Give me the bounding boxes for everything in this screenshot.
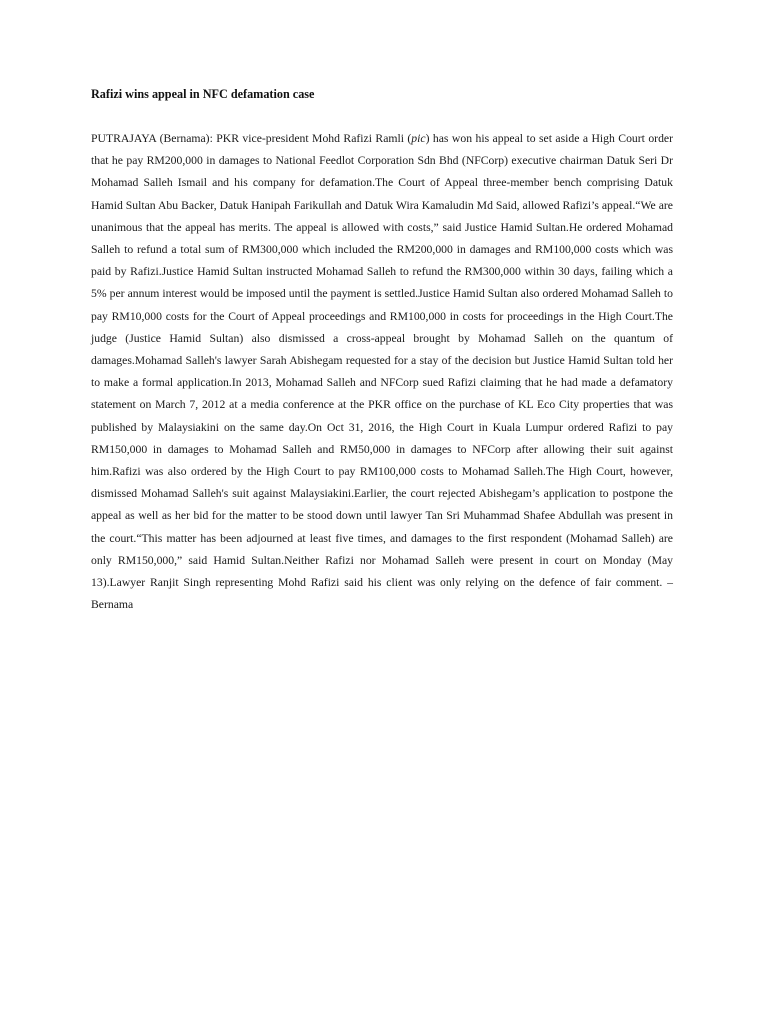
article-body-lead: PUTRAJAYA (Bernama): PKR vice-president Mohd Rafizi Ramli ( (91, 132, 412, 145)
article-body (91, 128, 673, 616)
article-headline: Rafizi wins appeal in NFC defamation case (91, 87, 315, 101)
article-body-main: ) has won his appeal to set aside a High Court order that he pay RM200,000 in damages to National Feedlot Corporation Sdn Bhd (NFCorp) executive chairman Datuk Seri Dr Mohamad Salleh Ismail and his company for defamation.The Court of Appeal three-member bench comprising Datuk Hamid Sultan Abu Backer, Datuk Hanipah Farikullah and Datuk Wira Kamaludin Md Said, allowed Rafizi’s appeal.“We are unanimous that the appeal has merits. The appeal is allowed with costs,” said Justice Hamid Sultan.He ordered Mohamad Salleh to refund a total sum of RM300,000 which included the RM200,000 in damages and RM100,000 costs which was paid by Rafizi.Justice Hamid Sultan instructed Mohamad Salleh to refund the RM300,000 within 30 days, failing which a 5% per annum interest would be imposed until the payment is settled.Justice Hamid Sultan also ordered Mohamad Salleh to pay RM10,000 costs for the Court of Appeal proceedings and RM100,000 in costs for proceedings in the High Court.The judge (Justice Hamid Sultan) also dismissed a cross-appeal brought by Mohamad Salleh on the quantum of damages.Mohamad Salleh's lawyer Sarah Abishegam requested for a stay of the decision but Justice Hamid Sultan told her to make a formal application.In 2013, Mohamad Salleh and NFCorp sued Rafizi claiming that he had made a defamatory statement on March 7, 2012 at a media conference at the PKR office on the purchase of KL Eco City properties that was published by Malaysiakini on the same day.On Oct 31, 2016, the High Court in Kuala Lumpur ordered Rafizi to pay RM150,000 in damages to Mohamad Salleh and RM50,000 in damages to NFCorp after allowing their suit against him.Rafizi was also ordered by the High Court to pay RM100,000 costs to Mohamad Salleh.The High Court, however, dismissed Mohamad Salleh's suit against Malaysiakini.Earlier, the court rejected Abishegam’s application to postpone the appeal as well as her bid for the matter to be stood down until lawyer Tan Sri Muhammad Shafee Abdullah was present in the court.“This matter has been adjourned at least five times, and damages to the first respondent (Mohamad Salleh) are only RM150,000,” said Hamid Sultan.Neither Rafizi nor Mohamad Salleh were present in court on Monday (May 13).Lawyer Ranjit Singh representing Mohd Rafizi said his client was only relying on the defence of fair comment. – Bernama (91, 132, 674, 612)
pic-label: pic (411, 132, 426, 145)
